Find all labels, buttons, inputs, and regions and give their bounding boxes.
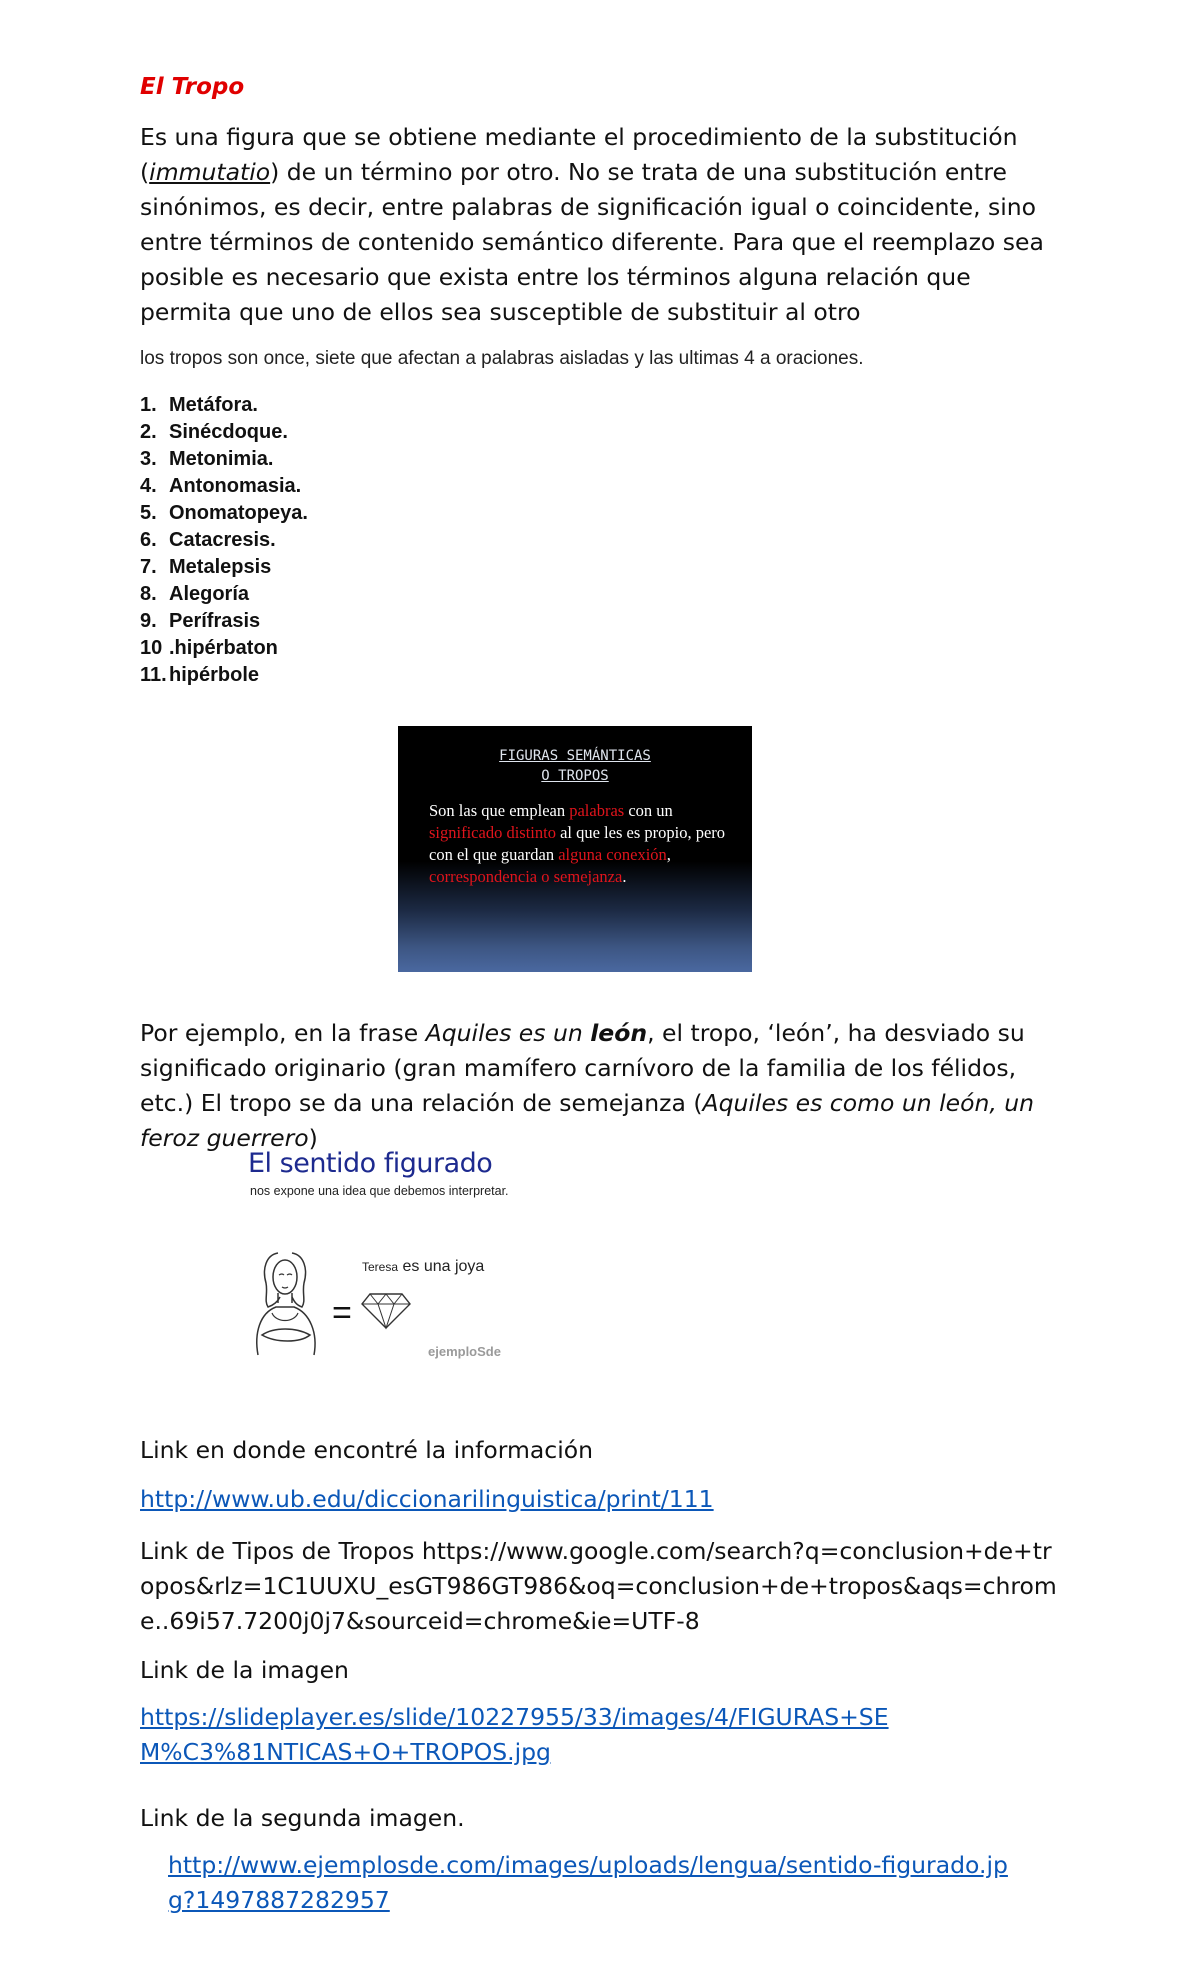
list-item-label: hipérbole bbox=[169, 664, 260, 686]
list-item-label: Catacresis. bbox=[169, 529, 276, 551]
list-item bbox=[140, 554, 308, 581]
figure-subtitle: nos expone una idea que debemos interpretar. bbox=[250, 1184, 509, 1198]
intro-text-after: ) de un término por otro. No se trata de una substitución entre sinónimos, es decir, entre palabras de significación igual o coincidente, sino entre términos de contenido semántico diferente. Para que el reemplazo sea posible es necesario que exista entre los términos alguna relación que permita que uno de ellos sea susceptible de substituir al otro bbox=[140, 158, 1044, 326]
woman-illustration-icon bbox=[248, 1247, 330, 1357]
figure-sentence-name: Teresa bbox=[362, 1260, 399, 1274]
image-link-label: Link de la imagen bbox=[140, 1656, 349, 1684]
list-item-number: 3. bbox=[140, 448, 157, 470]
list-item bbox=[140, 581, 308, 608]
tropes-list bbox=[140, 392, 308, 689]
slide-body bbox=[429, 800, 729, 888]
list-item-label: Metonimia. bbox=[169, 448, 274, 470]
immutatio-term: immutatio bbox=[149, 158, 271, 186]
list-item bbox=[140, 419, 308, 446]
list-item bbox=[140, 473, 308, 500]
second-image-link[interactable]: http://www.ejemplosde.com/images/uploads/lengua/sentido-figurado.jpg?1497887282957 bbox=[168, 1851, 1008, 1914]
list-item bbox=[140, 662, 308, 689]
example-text: , el tropo, ‘león’, ha desviado su significado originario (gran mamífero carnívoro de la familia de los félidos, etc.) El tropo se da una relación de semejanza ( bbox=[140, 1019, 1025, 1117]
figuras-semanticas-slide-image bbox=[398, 726, 752, 972]
tropes-types-link-text: Link de Tipos de Tropos https://www.google.com/search?q=conclusion+de+tropos&rlz=1C1UUXU_esGT986GT986&oq=conclusion+de+tropos&aqs=chrome..69i57.7200j0j7&sourceid=chrome&ie=UTF-8 bbox=[140, 1537, 1057, 1635]
list-item-label: Antonomasia. bbox=[169, 475, 302, 497]
list-item-label: Metáfora. bbox=[169, 394, 258, 416]
list-item-number: 8. bbox=[140, 583, 157, 605]
intro-text-before: Es una figura que se obtiene mediante el procedimiento de la substitución ( bbox=[140, 123, 1018, 186]
slide-text: al que les es propio, pero con el que guardan bbox=[429, 823, 726, 864]
list-item-number: 2. bbox=[140, 421, 157, 443]
list-item-label: Alegoría bbox=[169, 583, 250, 605]
list-item-label: Onomatopeya. bbox=[169, 502, 308, 524]
slide-highlight: palabras bbox=[569, 801, 625, 820]
figure-sentence bbox=[362, 1258, 484, 1276]
slide-text: . bbox=[622, 867, 627, 886]
diamond-icon bbox=[360, 1290, 412, 1330]
list-item-number: 4. bbox=[140, 475, 157, 497]
list-item bbox=[140, 527, 308, 554]
figure-sentence-rest: es una joya bbox=[398, 1258, 485, 1275]
list-item bbox=[140, 500, 308, 527]
slide-subtitle: O TROPOS bbox=[541, 768, 609, 784]
list-item-label: Metalepsis bbox=[169, 556, 272, 578]
slide-image-link[interactable]: https://slideplayer.es/slide/10227955/33/images/4/FIGURAS+SEM%C3%81NTICAS+O+TROPOS.jpg bbox=[140, 1703, 889, 1766]
example-text: ) bbox=[308, 1124, 318, 1152]
example-text: Por ejemplo, en la frase bbox=[140, 1019, 426, 1047]
list-item bbox=[140, 635, 308, 662]
list-item-label: .hipérbaton bbox=[169, 637, 278, 659]
slide-text: con un bbox=[624, 801, 673, 820]
list-item bbox=[140, 446, 308, 473]
info-source-link[interactable]: http://www.ub.edu/diccionarilinguistica/print/111 bbox=[140, 1485, 714, 1513]
sentido-figurado-image bbox=[248, 1142, 548, 1380]
list-item-number: 9. bbox=[140, 610, 157, 632]
info-link-label: Link en donde encontré la información bbox=[140, 1436, 594, 1464]
example-bold-word: león bbox=[590, 1019, 648, 1047]
slide-text: , bbox=[666, 845, 671, 864]
second-image-link-label: Link de la segunda imagen. bbox=[140, 1804, 465, 1832]
list-item-number: 7. bbox=[140, 556, 157, 578]
list-item-label: Perífrasis bbox=[169, 610, 261, 632]
list-item-number: 5. bbox=[140, 502, 157, 524]
equals-sign: = bbox=[332, 1294, 352, 1332]
slide-title: FIGURAS SEMÁNTICAS bbox=[499, 748, 651, 764]
list-item-number: 10 bbox=[140, 637, 163, 659]
tropes-count-note: los tropos son once, siete que afectan a palabras aisladas y las ultimas 4 a oraciones. bbox=[140, 348, 864, 369]
slide-highlight: significado distinto bbox=[429, 823, 556, 842]
slide-highlight: alguna conexión bbox=[558, 845, 667, 864]
figure-title: El sentido figurado bbox=[248, 1148, 493, 1179]
example-italic: Aquiles es un bbox=[425, 1019, 591, 1047]
page-title: El Tropo bbox=[140, 74, 245, 100]
list-item-number: 1. bbox=[140, 394, 157, 416]
slide-highlight: correspondencia o semejanza bbox=[429, 867, 623, 886]
ejemplosde-watermark: ejemploSde bbox=[428, 1344, 501, 1359]
example-paragraph bbox=[140, 1016, 1060, 1156]
list-item-label: Sinécdoque. bbox=[169, 421, 288, 443]
intro-paragraph bbox=[140, 120, 1060, 330]
list-item bbox=[140, 608, 308, 635]
slide-text: Son las que emplean bbox=[429, 801, 570, 820]
example-italic: Aquiles es como un león, un feroz guerrero bbox=[140, 1089, 1035, 1152]
list-item-number: 11. bbox=[140, 664, 167, 686]
list-item-number: 6. bbox=[140, 529, 157, 551]
list-item bbox=[140, 392, 308, 419]
